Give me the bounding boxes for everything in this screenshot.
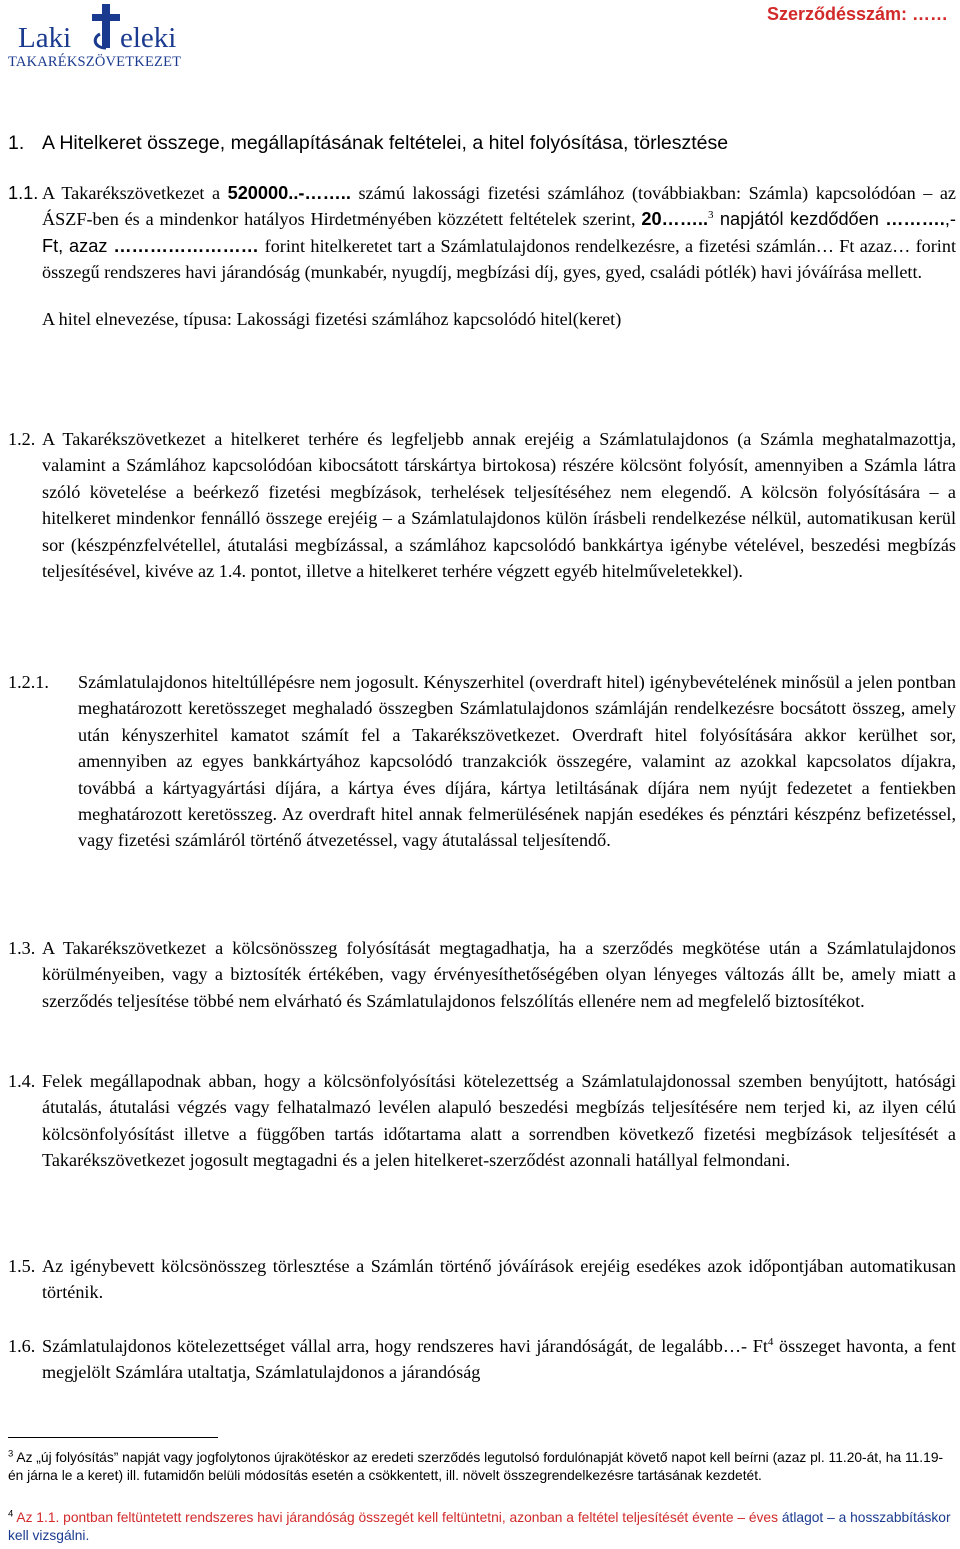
text: ,- Ft, azaz [42,209,956,256]
footnote-text: Az 1.1. pontban feltüntetett rendszeres havi járandóság összegét kell feltüntetni, azonban a feltétel teljesítését évente – éves [16,1510,778,1525]
section-number: 1.1. [8,183,39,203]
contract-number: Szerződésszám: …… [766,4,948,24]
section-number: 1.2.1. [8,672,49,692]
footnote-ref: 3 [708,209,714,222]
amount-words-placeholder: …………………… [113,235,265,256]
footnote-text: átlagot – a hosszabbításkor kell vizsgálni. [8,1510,951,1543]
text: összeget havonta, a fent megjelölt Számlára utaltatja, Számlatulajdonos a járandóság [42,1336,956,1383]
footnote-text: Az „új folyósítás” napját vagy jogfolytonos újrakötéskor az eredeti szerződés legutolsó fordulónapját követő napot kell beírni (azaz pl. 11.20-át, ha 11.19-én járna le a keret) ill. futamidőn belüli módosítás esetén a csökkentett, ill. növelt összegrendelkezésre tartásának kezdetét. [8,1450,944,1483]
footnote-number: 3 [8,1448,14,1460]
heading-number: 1. [8,132,25,154]
section-number: 1.5. [8,1256,36,1276]
text: napjától kezdődően [713,209,886,230]
paragraph: A Takarékszövetkezet a hitelkeret terhére és legfeljebb annak erejéig a Számlatulajdonos (a Számla meghatalmazottja, valamint a Számlához kapcsolódóan kibocsátott társkártya birtokosa) részére kölcsönt folyósít, amennyiben a Számla látra szóló követelése a beérkező fizetési megbízások, terhelések teljesítéséhez nem elegendő. A kölcsön folyósítására – a hitelkeret mindenkor fennálló összege erejéig – a Számlatulajdonos külön írásbeli rendelkezése nélkül, automatikusan kerül sor (készpénzfelvétellel, átutalási megbízással, a számlához kapcsolódó bankkártya igénybe vételével, beszedési megbízás teljesítésével, kivéve az 1.4. pontot, illetve a hitelkeret terhére végzett egyéb hitelműveletekkel). [42,429,956,582]
section-1-2 [8,426,956,584]
text: A Takarékszövetkezet a [42,183,228,203]
section-1-2-1 [8,669,956,854]
section-number: 1.2. [8,429,36,449]
logo-text-right: eleki [120,22,177,54]
paragraph: Számlatulajdonos hiteltúllépésre nem jogosult. Kényszerhitel (overdraft hitel) igénybevételének minősül a jelen pontban meghatározott keretösszeget meghaladó összegben Számlatulajdonos számláján rendelkezésre bocsátott összeg, amely után kényszerhitel kamatot számít fel a Takarékszövetkezet. Overdraft hitel folyósítására akkor kerülhet sor, amennyiben az egyes bankkártyához kapcsolódó tranzakciók összegére, valamint az azokkal kapcsolatos díjakra, továbbá a kártyagyártási díjára, a kártya éves díjára, kártya letiltásának díjára nem nyújt fedezetet a fentiekben meghatározott keretösszeg. Az overdraft hitel annak felmerülésének napján esedékes és pénztári készpénz befizetéssel, vagy fizetési számláról történő átvezetéssel, vagy átutalással teljesítendő. [78,672,956,851]
paragraph [42,1333,956,1386]
section-1-1 [8,180,956,332]
logo [8,2,208,72]
footnote-ref: 4 [767,1335,774,1348]
paragraph [42,180,956,286]
footnote-4 [8,1509,956,1545]
text: forint hitelkeretet tart a Számlatulajdonos rendelkezésre, a fizetési számlán… Ft azaz… forint összegű rendszeres havi járandóság (munkabér, nyugdíj, megbízási díj, gyes, gyed, családi pótlék) havi jóváírása mellett. [42,235,956,283]
text: Számlatulajdonos kötelezettséget vállal arra, hogy rendszeres havi járandóságát, de legalább…- Ft [42,1336,768,1356]
heading-text: A Hitelkeret összege, megállapításának feltételei, a hitel folyósítása, törlesztése [42,132,729,154]
paragraph: Felek megállapodnak abban, hogy a kölcsönfolyósítási kötelezettség a Számlatulajdonossal szemben benyújtott, hatósági átutalás, átutalási végzés vagy felhatalmazó levélen alapuló beszedési megbízás teljesítésére nem terjed ki, az ilyen célú kölcsönfolyósítást illetve a függőben tartás időtartama alatt a sorrendben következő fizetési megbízások teljesítését a Takarékszövetkezet jogosult megtagadni és a jelen hitelkeret-szerződést azonnali hatállyal felmondani. [42,1071,956,1171]
footnote-divider [8,1437,218,1438]
section-1-5 [8,1253,956,1306]
paragraph: Az igénybevett kölcsönösszeg törlesztése a Számlán történő jóváírások erejéig esedékes azok időpontjában automatikusan történik. [42,1256,956,1303]
amount-placeholder: ………. [885,209,945,230]
loan-type: A hitel elnevezése, típusa: Lakossági fizetési számlához kapcsolódó hitel(keret) [42,308,622,329]
section-1-6 [8,1333,956,1386]
account-number-placeholder: 520000..-…….. [227,183,351,203]
logo-subtitle: TAKARÉKSZÖVETKEZET [8,54,182,70]
section-1-4 [8,1068,956,1174]
section-number: 1.4. [8,1071,36,1091]
footnote-3 [8,1449,956,1485]
date-placeholder: 20…….. [641,209,709,230]
section-number: 1.3. [8,938,36,958]
paragraph: A Takarékszövetkezet a kölcsönösszeg folyósítását megtagadhatja, ha a szerződés megkötése után a Számlatulajdonos körülményeiben, vagy a biztosíték értékében, vagy érvényesíthetőségében olyan lényeges változás állt be, amely miatt a szerződés teljesítése többé nem elvárható és Számlatulajdonos felszólítás ellenére nem ad megfelelő biztosítékot. [42,938,956,1011]
text: számú lakossági fizetési számlához (továbbiakban: Számla) kapcsolódóan – az ÁSZF-ben és a mindenkor hatályos Hirdetményében közzétett feltételek szerint, [42,183,956,230]
section-heading [8,132,728,155]
section-1-3 [8,935,956,1014]
footnote-number: 4 [8,1508,14,1520]
section-number: 1.6. [8,1336,36,1356]
logo-text-left: Laki [18,22,72,54]
